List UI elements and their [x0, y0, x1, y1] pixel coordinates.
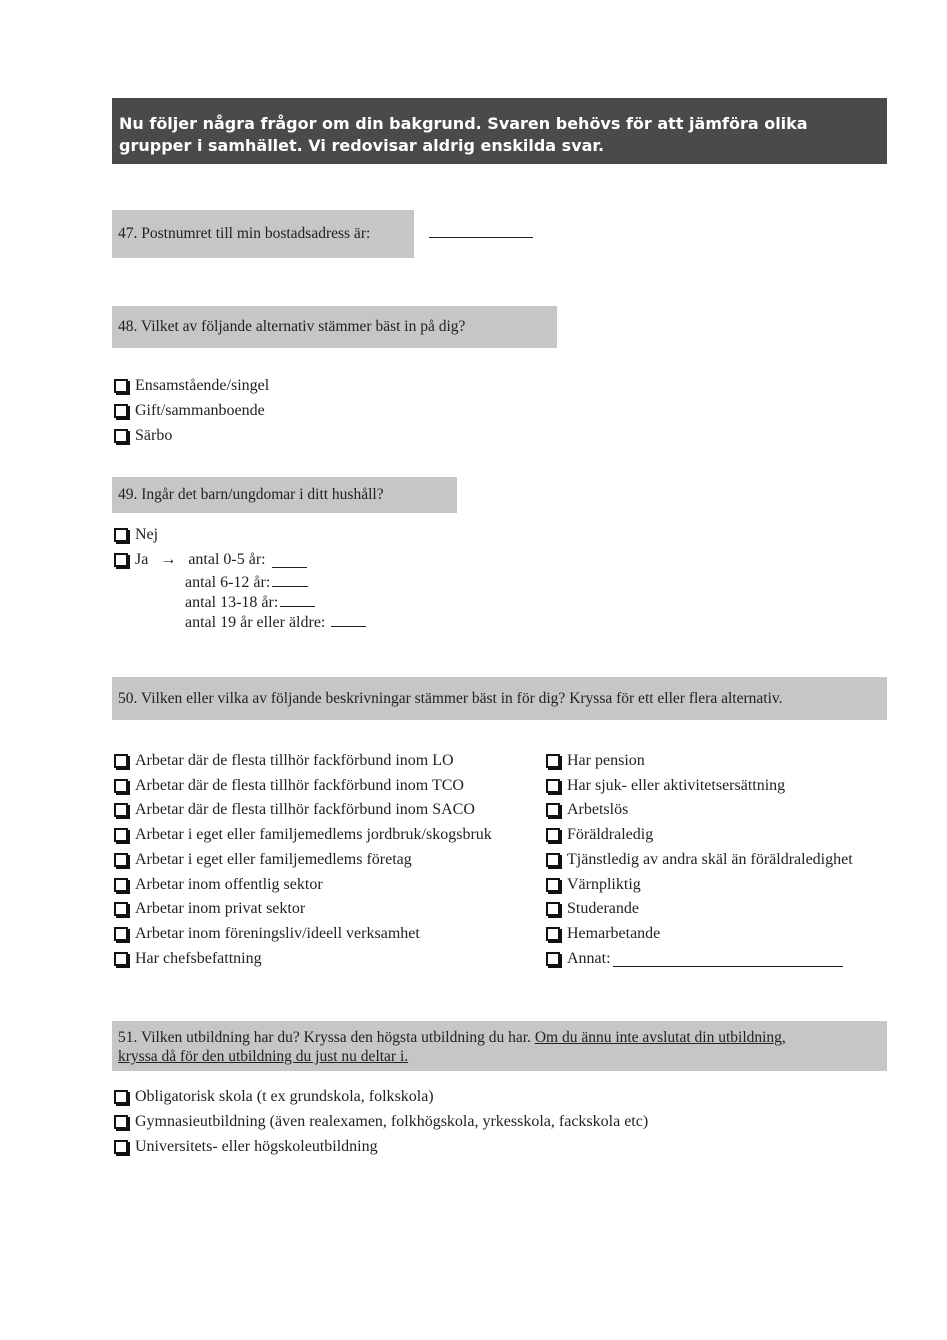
question-50-instruction: Kryssa för ett eller flera alternativ.	[569, 689, 783, 707]
question-48-title: 48. Vilket av följande alternativ stämmer bäst in på dig?	[118, 318, 466, 335]
q50-right-option-1[interactable]: Har pension	[546, 751, 645, 771]
question-48-header	[112, 306, 557, 348]
q48-option-2[interactable]: Gift/sammanboende	[114, 401, 265, 421]
checkbox[interactable]	[114, 528, 128, 542]
q50-left-option-3[interactable]: Arbetar där de flesta tillhör fackförbund inom SACO	[114, 800, 475, 820]
checkbox[interactable]	[546, 828, 560, 842]
checkbox[interactable]	[114, 779, 128, 793]
checkbox[interactable]	[114, 379, 128, 393]
q50-left-option-2[interactable]: Arbetar där de flesta tillhör fackförbund inom TCO	[114, 776, 464, 796]
checkbox[interactable]	[114, 927, 128, 941]
q51-option-1[interactable]: Obligatorisk skola (t ex grundskola, folkskola)	[114, 1087, 434, 1107]
age-field-13-18[interactable]	[280, 592, 315, 607]
checkbox[interactable]	[546, 878, 560, 892]
q50-right-option-4[interactable]: Föräldraledig	[546, 825, 653, 845]
checkbox[interactable]	[546, 952, 560, 966]
checkbox[interactable]	[114, 853, 128, 867]
q48-option-3[interactable]: Särbo	[114, 426, 172, 446]
q50-left-option-8[interactable]: Arbetar inom föreningsliv/ideell verksamhet	[114, 924, 420, 944]
checkbox[interactable]	[546, 927, 560, 941]
q50-left-option-5[interactable]: Arbetar i eget eller familjemedlems företag	[114, 850, 412, 870]
checkbox[interactable]	[114, 878, 128, 892]
age-label-13-18: antal 13-18 år:	[185, 594, 279, 611]
question-51-header	[112, 1021, 887, 1071]
q49-option-nej[interactable]: Nej	[114, 525, 158, 545]
q50-left-option-1[interactable]: Arbetar där de flesta tillhör fackförbund inom LO	[114, 751, 454, 771]
age-field-19[interactable]	[331, 612, 366, 627]
question-49-title: 49. Ingår det barn/ungdomar i ditt hushåll?	[118, 486, 384, 503]
age-row-19	[185, 612, 366, 633]
q50-left-option-9[interactable]: Har chefsbefattning	[114, 949, 262, 969]
checkbox[interactable]	[114, 828, 128, 842]
q50-right-option-9[interactable]: Annat:	[546, 949, 843, 969]
q50-left-option-4[interactable]: Arbetar i eget eller familjemedlems jordbruk/skogsbruk	[114, 825, 492, 845]
age-field-6-12[interactable]	[272, 572, 308, 587]
question-51-note-1: Om du ännu inte avslutat din utbildning,	[534, 1029, 786, 1046]
q50-right-option-3[interactable]: Arbetslös	[546, 800, 628, 820]
question-51-instruction: Kryssa den högsta utbildning du har.	[303, 1029, 531, 1046]
q49-option-ja[interactable]: Ja → antal 0-5 år:	[114, 550, 307, 570]
question-47-header	[112, 210, 414, 258]
checkbox[interactable]	[546, 902, 560, 916]
q50-right-option-7[interactable]: Studerande	[546, 899, 639, 919]
checkbox[interactable]	[114, 952, 128, 966]
checkbox[interactable]	[114, 1140, 128, 1154]
checkbox[interactable]	[114, 1090, 128, 1104]
q48-option-1[interactable]: Ensamstående/singel	[114, 376, 269, 396]
postcode-field[interactable]	[429, 223, 533, 238]
checkbox[interactable]	[546, 853, 560, 867]
checkbox[interactable]	[114, 553, 128, 567]
checkbox[interactable]	[114, 404, 128, 418]
age-label-6-12: antal 6-12 år:	[185, 574, 271, 591]
question-51-note-2: kryssa då för den utbildning du just nu deltar i.	[118, 1048, 409, 1065]
question-50-header	[112, 677, 887, 720]
checkbox[interactable]	[114, 902, 128, 916]
q50-right-option-2[interactable]: Har sjuk- eller aktivitetsersättning	[546, 776, 785, 796]
section-banner	[112, 98, 887, 164]
checkbox[interactable]	[546, 779, 560, 793]
q50-right-option-8[interactable]: Hemarbetande	[546, 924, 660, 944]
q50-right-option-6[interactable]: Värnpliktig	[546, 875, 641, 895]
checkbox[interactable]	[114, 429, 128, 443]
q50-left-option-7[interactable]: Arbetar inom privat sektor	[114, 899, 305, 919]
question-50-title: 50. Vilken eller vilka av följande beskrivningar stämmer bäst in för dig?	[118, 689, 566, 707]
age-label-19: antal 19 år eller äldre:	[185, 614, 326, 631]
banner-line-2: grupper i samhället. Vi redovisar aldrig enskilda svar.	[119, 136, 605, 155]
q51-option-3[interactable]: Universitets- eller högskoleutbildning	[114, 1137, 378, 1157]
age-row-6-12	[185, 572, 308, 593]
age-field-0-5[interactable]	[272, 553, 307, 568]
checkbox[interactable]	[546, 803, 560, 817]
other-text-field[interactable]	[613, 952, 843, 967]
question-49-header	[112, 477, 457, 513]
arrow-right-icon: →	[160, 551, 177, 568]
checkbox[interactable]	[546, 754, 560, 768]
checkbox[interactable]	[114, 754, 128, 768]
age-row-13-18	[185, 592, 315, 613]
age-label-0-5: antal 0-5 år:	[188, 551, 266, 568]
checkbox[interactable]	[114, 1115, 128, 1129]
q50-right-option-5[interactable]: Tjänstledig av andra skäl än föräldraledighet	[546, 850, 853, 870]
banner-line-1: Nu följer några frågor om din bakgrund. Svaren behövs för att jämföra olika	[119, 114, 808, 133]
checkbox[interactable]	[114, 803, 128, 817]
question-51-title: 51. Vilken utbildning har du?	[118, 1029, 300, 1046]
question-47-title: 47. Postnumret till min bostadsadress är:	[118, 225, 371, 242]
q51-option-2[interactable]: Gymnasieutbildning (även realexamen, folkhögskola, yrkesskola, fackskola etc)	[114, 1112, 648, 1132]
q50-left-option-6[interactable]: Arbetar inom offentlig sektor	[114, 875, 323, 895]
